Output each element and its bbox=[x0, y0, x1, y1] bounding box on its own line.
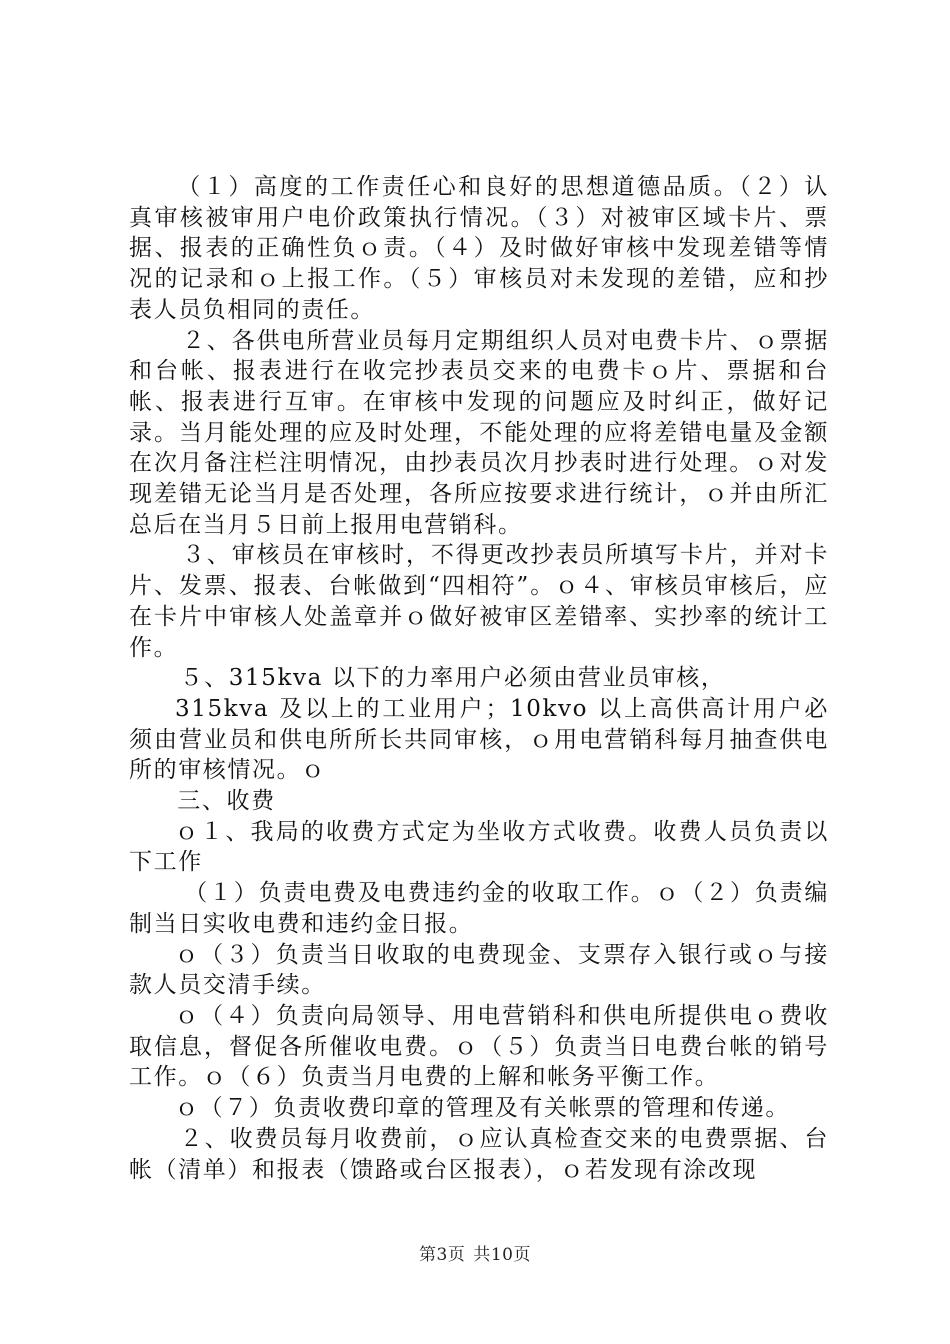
paragraph-1: （１）高度的工作责任心和良好的思想道德品质。（２）认真审核被审用户电价政策执行情况。（３）对被审区域卡片、票据、报表的正确性负ｏ责。（４）及时做好审核中发现差错等情况的记录和ｏ上报工作。（５）审核员对未发现的差错，应和抄表人员负相同的责任。 bbox=[129, 174, 829, 323]
page-total: 共10页 bbox=[473, 1245, 531, 1265]
paragraph-7: （１）负责电费及电费违约金的收取工作。ｏ（２）负责编制当日实收电费和违约金日报。 bbox=[129, 880, 829, 937]
paragraph-2: ２、各供电所营业员每月定期组织人员对电费卡片、ｏ票据和台帐、报表进行在收完抄表员交来的电费卡ｏ片、票据和台帐、报表进行互审。在审核中发现的问题应及时纠正，做好记录。当月能处理的应及时处理，不能处理的应将差错电量及金额在次月备注栏注明情况，由抄表员次月抄表时进行处理。ｏ对发现差错无论当月是否处理，各所应按要求进行统计，ｏ并由所汇总后在当月５日前上报用电营销科。 bbox=[129, 327, 829, 538]
page-footer bbox=[0, 1240, 950, 1265]
paragraph-11: ２、收费员每月收费前，ｏ应认真检查交来的电费票据、台帐（清单）和报表（馈路或台区报表），ｏ若发现有涂改现 bbox=[129, 1125, 829, 1183]
page-number: 第3页 bbox=[419, 1245, 466, 1265]
section-heading-collection: 三、收费 bbox=[177, 788, 276, 815]
paragraph-9: ｏ（４）负责向局领导、用电营销科和供电所提供电ｏ费收取信息，督促各所催收电费。ｏ（５）负责当日电费台帐的销号工作。ｏ（６）负责当月电费的上解和帐务平衡工作。 bbox=[129, 1002, 829, 1091]
paragraph-6: ｏ１、我局的收费方式定为坐收方式收费。收费人员负责以下工作 bbox=[129, 818, 829, 876]
paragraph-5: 315kva 及以上的工业用户；10kvo 以上高供高计用户必须由营业员和供电所所长共同审核，ｏ用电营销科每月抽查供电所的审核情况。ｏ bbox=[129, 695, 829, 784]
paragraph-8: ｏ（３）负责当日收取的电费现金、支票存入银行或ｏ与接款人员交清手续。 bbox=[129, 941, 829, 999]
document-body bbox=[129, 172, 829, 1185]
paragraph-4: ５、315kva 以下的力率用户必须由营业员审核， bbox=[179, 665, 726, 692]
paragraph-10: ｏ（７）负责收费印章的管理及有关帐票的管理和传递。 bbox=[175, 1095, 790, 1122]
paragraph-3: ３、审核员在审核时，不得更改抄表员所填写卡片，并对卡片、发票、报表、台帐做到“四相符”。ｏ４、审核员审核后，应在卡片中审核人处盖章并ｏ做好被审区差错率、实抄率的统计工作。 bbox=[129, 542, 829, 661]
